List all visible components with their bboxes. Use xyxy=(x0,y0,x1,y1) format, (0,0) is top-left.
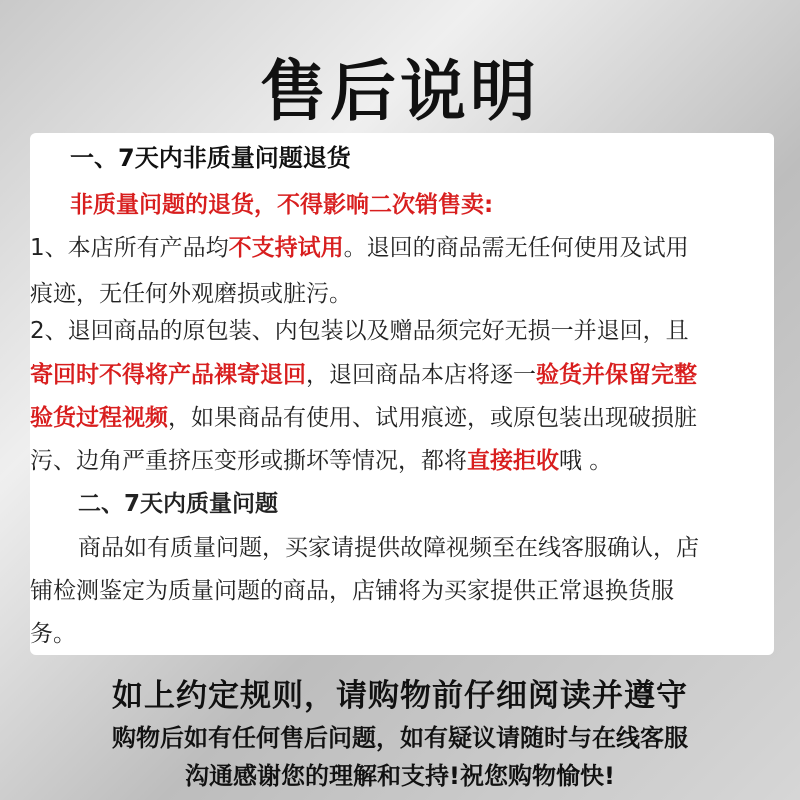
content-card xyxy=(30,133,774,655)
item1-line1 xyxy=(30,233,774,263)
section1-heading: 一、7天内非质量问题退货 xyxy=(70,144,351,172)
footer-thanks: 沟通感谢您的理解和支持!祝您购物愉快! xyxy=(185,762,615,790)
item2-highlight-1: 寄回时不得将产品裸寄退回 xyxy=(30,362,306,388)
footer-contact-notice: 购物后如有任何售后问题，如有疑议请随时与在线客服 xyxy=(112,724,688,752)
footer-rule-notice: 如上约定规则，请购物前仔细阅读并遵守 xyxy=(112,678,688,714)
item2-text: ，退回商品本店将逐一 xyxy=(306,362,536,388)
item2-line2 xyxy=(30,360,774,390)
item1-line2: 痕迹，无任何外观磨损或脏污。 xyxy=(30,281,352,307)
item1-text: 1、本店所有产品均 xyxy=(30,235,229,261)
item2-text-cont: ，如果商品有使用、试用痕迹，或原包装出现破损脏 xyxy=(168,405,697,431)
item2-highlight-3: 验货过程视频 xyxy=(30,405,168,431)
item2-text-tail: 哦 。 xyxy=(559,448,613,474)
section1-subheading: 非质量问题的退货，不得影响二次销售卖: xyxy=(70,192,494,218)
item2-highlight-4: 直接拒收 xyxy=(467,448,559,474)
page-title: 售后说明 xyxy=(260,53,540,130)
section2-line3: 务。 xyxy=(30,621,76,647)
section2-heading: 二、7天内质量问题 xyxy=(78,491,279,517)
item2-text-end: 污、边角严重挤压变形或撕坏等情况，都将 xyxy=(30,448,467,474)
item1-highlight: 不支持试用 xyxy=(228,235,344,261)
item2-line1: 2、退回商品的原包装、内包装以及赠品须完好无损一并退回，且 xyxy=(30,318,689,344)
section2-line2: 铺检测鉴定为质量问题的商品，店铺将为买家提供正常退换货服 xyxy=(30,578,674,604)
item2-line3 xyxy=(30,403,774,433)
item1-text-cont: 。退回的商品需无任何使用及试用 xyxy=(343,235,689,261)
item2-line4 xyxy=(30,446,774,476)
item2-highlight-2: 验货并保留完整 xyxy=(536,362,697,388)
section2-line1: 商品如有质量问题，买家请提供故障视频至在线客服确认，店 xyxy=(78,535,699,561)
